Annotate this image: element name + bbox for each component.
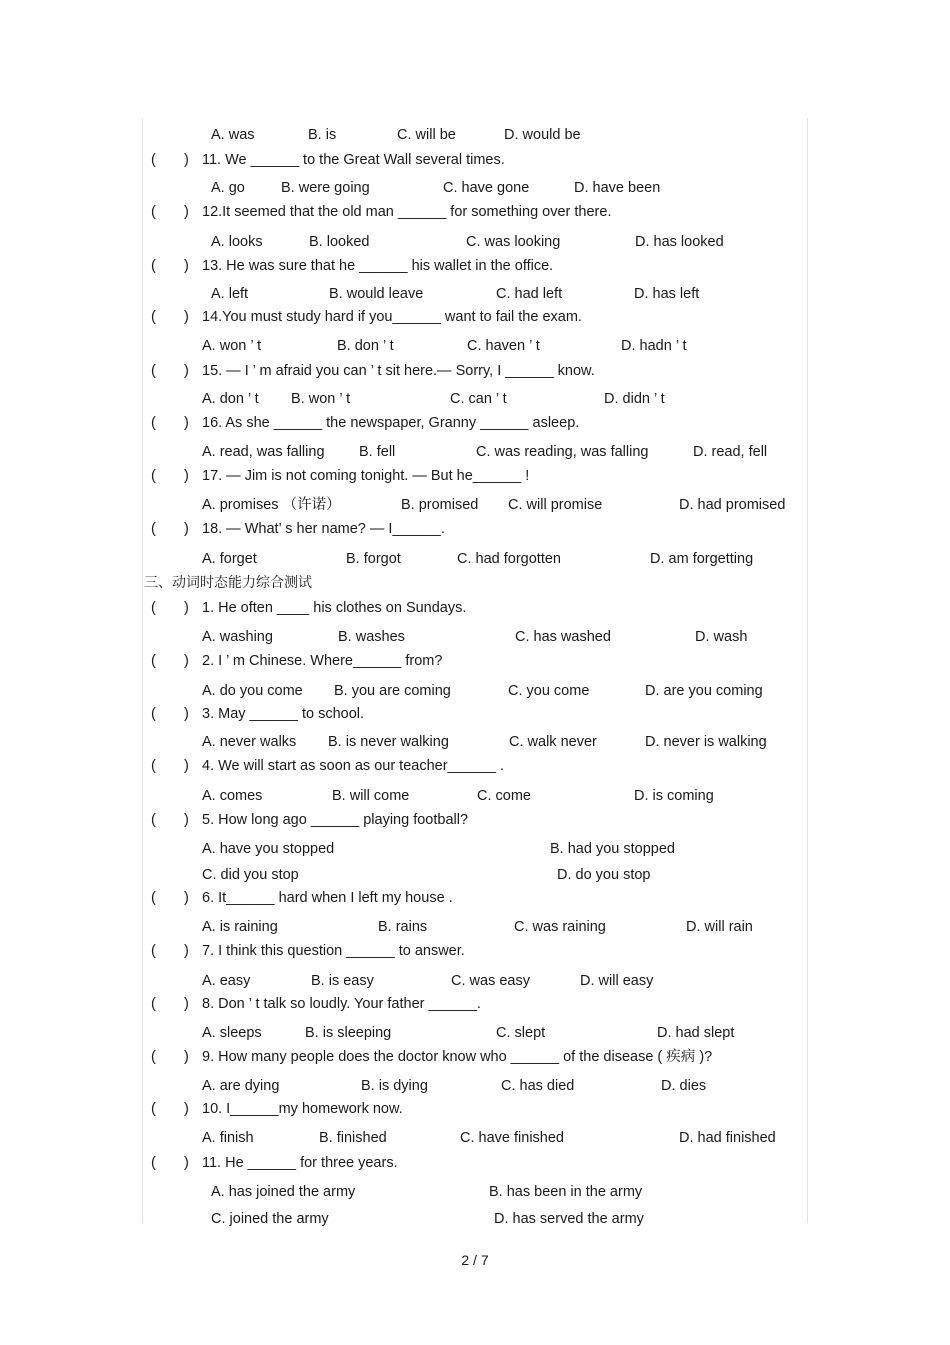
question-text: 10. I______my homework now. bbox=[202, 1101, 403, 1117]
question-text: 9. How many people does the doctor know who ______ of the disease ( 疾病 )? bbox=[202, 1049, 713, 1065]
option: C. was looking bbox=[466, 234, 561, 250]
option: B. will come bbox=[332, 788, 410, 804]
answer-paren-open: ( bbox=[151, 600, 156, 616]
answer-paren-open: ( bbox=[151, 258, 156, 274]
answer-paren-close: ) bbox=[184, 521, 189, 537]
question-text: 3. May ______ to school. bbox=[202, 706, 365, 722]
option: D. has served the army bbox=[494, 1211, 644, 1227]
option: D. are you coming bbox=[645, 683, 763, 699]
question-text: 2. I ’ m Chinese. Where______ from? bbox=[202, 653, 443, 669]
option: C. joined the army bbox=[211, 1211, 329, 1227]
answer-paren-open: ( bbox=[151, 309, 156, 325]
answer-paren-close: ) bbox=[184, 996, 189, 1012]
option: A. forget bbox=[202, 551, 257, 567]
option: A. washing bbox=[202, 629, 273, 645]
option: D. do you stop bbox=[557, 867, 651, 883]
option: D. is coming bbox=[634, 788, 714, 804]
answer-paren-close: ) bbox=[184, 758, 189, 774]
option: D. didn ’ t bbox=[604, 391, 665, 407]
option: D. wash bbox=[695, 629, 748, 645]
option: B. is dying bbox=[361, 1078, 428, 1094]
answer-paren-open: ( bbox=[151, 363, 156, 379]
option: A. read, was falling bbox=[202, 444, 325, 460]
option: C. have finished bbox=[460, 1130, 564, 1146]
option: C. had left bbox=[496, 286, 563, 302]
option: C. will be bbox=[397, 127, 456, 143]
question-text: 14.You must study hard if you______ want to fail the exam. bbox=[202, 309, 582, 325]
option: A. don ’ t bbox=[202, 391, 259, 407]
question-text: 11. He ______ for three years. bbox=[202, 1155, 398, 1171]
question-text: 4. We will start as soon as our teacher______ . bbox=[202, 758, 504, 774]
option: A. is raining bbox=[202, 919, 278, 935]
option: D. dies bbox=[661, 1078, 707, 1094]
answer-paren-open: ( bbox=[151, 1049, 156, 1065]
option: B. is never walking bbox=[328, 734, 449, 750]
answer-paren-close: ) bbox=[184, 415, 189, 431]
option: B. has been in the army bbox=[489, 1184, 643, 1200]
right-margin-line bbox=[807, 118, 808, 1223]
answer-paren-close: ) bbox=[184, 152, 189, 168]
option: C. did you stop bbox=[202, 867, 299, 883]
answer-paren-open: ( bbox=[151, 996, 156, 1012]
option: D. had finished bbox=[679, 1130, 776, 1146]
option: B. don ’ t bbox=[337, 338, 394, 354]
question-text: 8. Don ’ t talk so loudly. Your father ______. bbox=[202, 996, 481, 1012]
option: D. will rain bbox=[686, 919, 753, 935]
option: A. are dying bbox=[202, 1078, 280, 1094]
option: A. go bbox=[211, 180, 245, 196]
option: C. was raining bbox=[514, 919, 606, 935]
answer-paren-close: ) bbox=[184, 943, 189, 959]
option: B. had you stopped bbox=[550, 841, 675, 857]
answer-paren-close: ) bbox=[184, 1155, 189, 1171]
option: B. is sleeping bbox=[305, 1025, 392, 1041]
answer-paren-open: ( bbox=[151, 1101, 156, 1117]
answer-paren-open: ( bbox=[151, 890, 156, 906]
option: C. was reading, was falling bbox=[476, 444, 649, 460]
option: B. rains bbox=[378, 919, 428, 935]
option: B. is bbox=[308, 127, 337, 143]
question-text: 17. — Jim is not coming tonight. — But he______ ! bbox=[202, 468, 530, 484]
answer-paren-open: ( bbox=[151, 204, 156, 220]
option: C. has died bbox=[501, 1078, 575, 1094]
option: A. looks bbox=[211, 234, 263, 250]
answer-paren-open: ( bbox=[151, 758, 156, 774]
answer-paren-open: ( bbox=[151, 943, 156, 959]
question-text: 13. He was sure that he ______ his wallet in the office. bbox=[202, 258, 554, 274]
option: A. won ’ t bbox=[202, 338, 262, 354]
option: B. washes bbox=[338, 629, 405, 645]
option: A. never walks bbox=[202, 734, 297, 750]
option: C. haven ’ t bbox=[467, 338, 540, 354]
option: B. finished bbox=[319, 1130, 387, 1146]
option: C. slept bbox=[496, 1025, 546, 1041]
option: B. won ’ t bbox=[291, 391, 351, 407]
option: D. had slept bbox=[657, 1025, 735, 1041]
option: D. never is walking bbox=[645, 734, 767, 750]
option: B. is easy bbox=[311, 973, 374, 989]
question-text: 5. How long ago ______ playing football? bbox=[202, 812, 469, 828]
option: A. easy bbox=[202, 973, 251, 989]
option: C. come bbox=[477, 788, 531, 804]
option: D. has left bbox=[634, 286, 700, 302]
question-text: 15. — I ’ m afraid you can ’ t sit here.— Sorry, I ______ know. bbox=[202, 363, 595, 379]
answer-paren-close: ) bbox=[184, 468, 189, 484]
answer-paren-close: ) bbox=[184, 706, 189, 722]
option: A. left bbox=[211, 286, 249, 302]
answer-paren-close: ) bbox=[184, 363, 189, 379]
option: C. have gone bbox=[443, 180, 530, 196]
answer-paren-open: ( bbox=[151, 1155, 156, 1171]
option: B. would leave bbox=[329, 286, 424, 302]
option: A. finish bbox=[202, 1130, 254, 1146]
option: B. looked bbox=[309, 234, 370, 250]
option: D. will easy bbox=[580, 973, 654, 989]
page-number: 2 / 7 bbox=[461, 1252, 489, 1268]
section-heading: 三、动词时态能力综合测试 bbox=[144, 575, 312, 591]
option: D. had promised bbox=[679, 497, 786, 513]
question-text: 16. As she ______ the newspaper, Granny ______ asleep. bbox=[202, 415, 580, 431]
answer-paren-open: ( bbox=[151, 468, 156, 484]
option: D. read, fell bbox=[693, 444, 768, 460]
left-margin-line bbox=[142, 118, 143, 1223]
question-text: 11. We ______ to the Great Wall several times. bbox=[202, 152, 505, 168]
option: A. promises （许诺） bbox=[202, 497, 341, 513]
option: C. can ’ t bbox=[450, 391, 507, 407]
answer-paren-open: ( bbox=[151, 415, 156, 431]
answer-paren-close: ) bbox=[184, 1049, 189, 1065]
option: D. has looked bbox=[635, 234, 724, 250]
answer-paren-open: ( bbox=[151, 152, 156, 168]
option: A. do you come bbox=[202, 683, 303, 699]
question-text: 18. — What’ s her name? — I______. bbox=[202, 521, 445, 537]
option: A. sleeps bbox=[202, 1025, 262, 1041]
answer-paren-open: ( bbox=[151, 812, 156, 828]
question-text: 6. It______ hard when I left my house . bbox=[202, 890, 453, 906]
answer-paren-close: ) bbox=[184, 812, 189, 828]
option: C. has washed bbox=[515, 629, 611, 645]
answer-paren-open: ( bbox=[151, 706, 156, 722]
option: B. you are coming bbox=[334, 683, 451, 699]
option: B. forgot bbox=[346, 551, 401, 567]
answer-paren-close: ) bbox=[184, 258, 189, 274]
option: D. would be bbox=[504, 127, 581, 143]
option: A. comes bbox=[202, 788, 263, 804]
option: B. promised bbox=[401, 497, 479, 513]
answer-paren-close: ) bbox=[184, 309, 189, 325]
option: A. has joined the army bbox=[211, 1184, 356, 1200]
question-text: 7. I think this question ______ to answer. bbox=[202, 943, 465, 959]
option: D. hadn ’ t bbox=[621, 338, 687, 354]
answer-paren-close: ) bbox=[184, 890, 189, 906]
answer-paren-open: ( bbox=[151, 653, 156, 669]
question-text: 12.It seemed that the old man ______ for something over there. bbox=[202, 204, 612, 220]
option: D. have been bbox=[574, 180, 661, 196]
answer-paren-close: ) bbox=[184, 1101, 189, 1117]
option: D. am forgetting bbox=[650, 551, 754, 567]
option: C. will promise bbox=[508, 497, 603, 513]
option: B. were going bbox=[281, 180, 370, 196]
answer-paren-close: ) bbox=[184, 653, 189, 669]
option: A. was bbox=[211, 127, 255, 143]
option: C. had forgotten bbox=[457, 551, 561, 567]
option: A. have you stopped bbox=[202, 841, 335, 857]
option: C. walk never bbox=[509, 734, 597, 750]
option: C. you come bbox=[508, 683, 590, 699]
answer-paren-close: ) bbox=[184, 204, 189, 220]
question-text: 1. He often ____ his clothes on Sundays. bbox=[202, 600, 467, 616]
answer-paren-close: ) bbox=[184, 600, 189, 616]
option: B. fell bbox=[359, 444, 396, 460]
answer-paren-open: ( bbox=[151, 521, 156, 537]
option: C. was easy bbox=[451, 973, 530, 989]
